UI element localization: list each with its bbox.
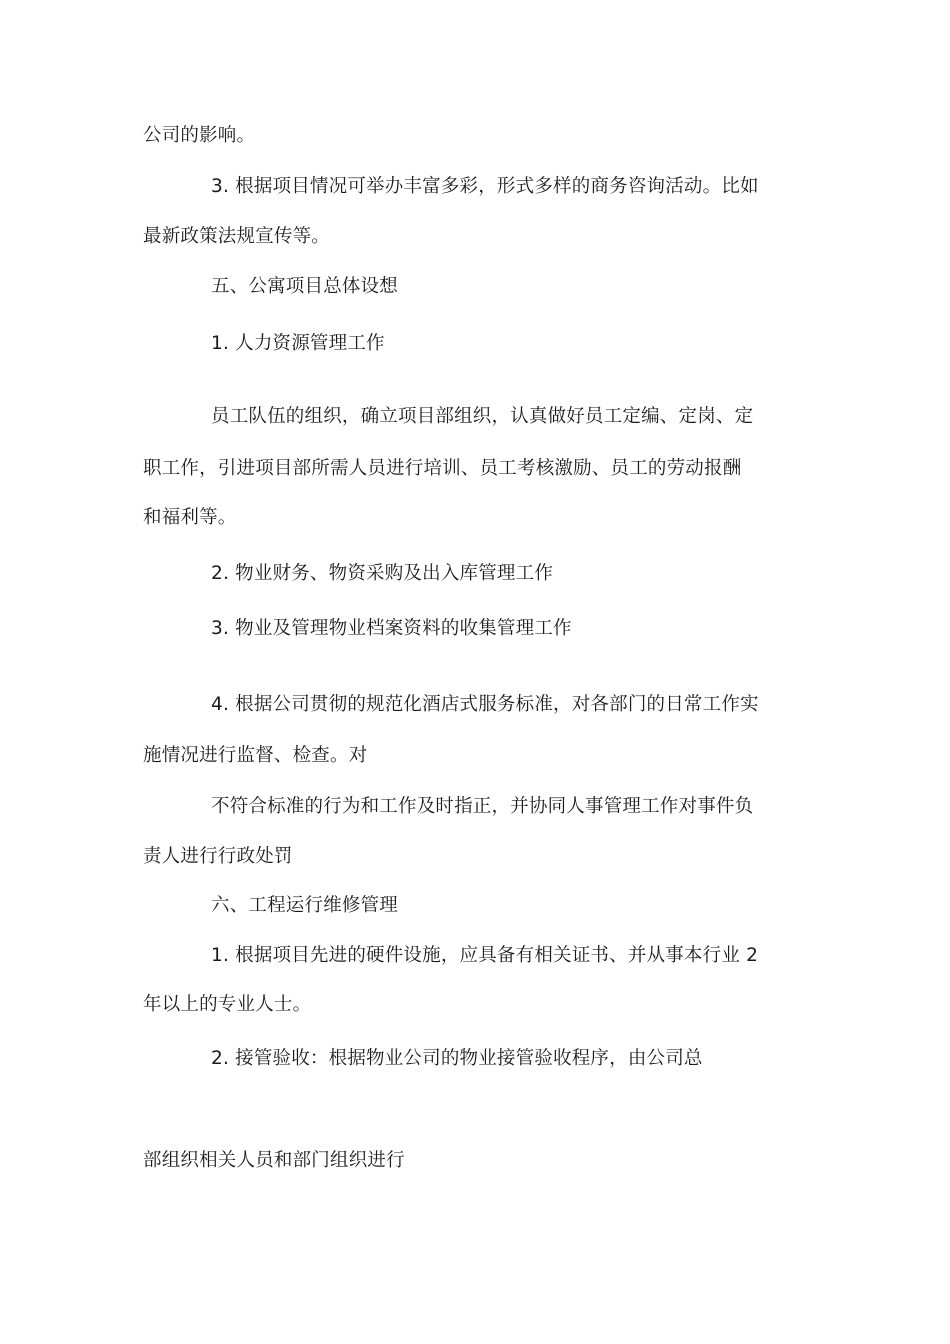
subsection-heading: 3. 物业及管理物业档案资料的收集管理工作: [211, 618, 572, 639]
paragraph-line: 员工队伍的组织，确立项目部组织，认真做好员工定编、定岗、定: [211, 406, 754, 427]
paragraph-line: 职工作，引进项目部所需人员进行培训、员工考核激励、员工的劳动报酬: [143, 458, 742, 479]
section-heading: 五、公寓项目总体设想: [211, 276, 399, 297]
paragraph-line: 公司的影响。: [143, 125, 256, 146]
paragraph-line: 和福利等。: [143, 507, 237, 528]
paragraph-line: 最新政策法规宣传等。: [143, 226, 331, 247]
paragraph-line: 4. 根据公司贯彻的规范化酒店式服务标准，对各部门的日常工作实: [211, 694, 759, 715]
subsection-heading: 1. 人力资源管理工作: [211, 333, 385, 354]
paragraph-line: 责人进行行政处罚: [143, 846, 293, 867]
paragraph-line: 年以上的专业人士。: [143, 994, 312, 1015]
paragraph-line: 不符合标准的行为和工作及时指正，并协同人事管理工作对事件负: [211, 796, 754, 817]
subsection-heading: 2. 物业财务、物资采购及出入库管理工作: [211, 563, 554, 584]
paragraph-line: 施情况进行监督、检查。对: [143, 745, 368, 766]
section-heading: 六、工程运行维修管理: [211, 895, 399, 916]
paragraph-line: 2. 接管验收：根据物业公司的物业接管验收程序，由公司总: [211, 1048, 703, 1069]
paragraph-line: 1. 根据项目先进的硬件设施，应具备有相关证书、并从事本行业 2: [211, 945, 759, 966]
paragraph-line: 部组织相关人员和部门组织进行: [143, 1150, 405, 1171]
paragraph-line: 3. 根据项目情况可举办丰富多彩，形式多样的商务咨询活动。比如: [211, 176, 759, 197]
